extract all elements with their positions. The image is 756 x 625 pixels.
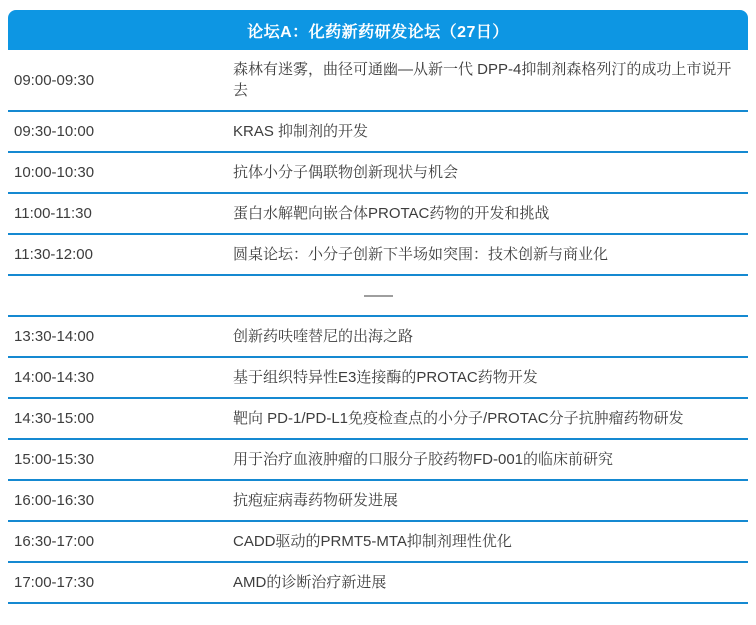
schedule-row [8,440,748,481]
schedule-row [8,194,748,235]
schedule-row [8,399,748,440]
schedule-row [8,563,748,604]
schedule-row [8,112,748,153]
session-time: 15:00-15:30 [14,451,95,468]
session-title: KRAS 抑制剂的开发 [233,123,369,140]
session-title: 用于治疗血液肿瘤的口服分子胶药物FD-001的临床前研究 [233,451,614,468]
session-time: 09:00-09:30 [14,71,95,89]
session-title: 基于组织特异性E3连接酶的PROTAC药物开发 [233,369,538,386]
session-time: 16:00-16:30 [14,492,95,509]
session-title: AMD的诊断治疗新进展 [233,574,387,591]
session-title: 蛋白水解靶向嵌合体PROTAC药物的开发和挑战 [233,205,550,222]
forum-title: 论坛A：化药新药研发论坛（27日） [247,23,509,41]
session-time: 16:30-17:00 [14,533,95,550]
session-title: 靶向 PD-1/PD-L1免疫检查点的小分子/PROTAC分子抗肿瘤药物研发 [233,410,684,427]
session-time: 11:30-12:00 [14,246,93,263]
session-title: 抗疱症病毒药物研发进展 [233,492,399,509]
break-dash: —— [364,287,392,304]
schedule-row [8,481,748,522]
schedule-row [8,522,748,563]
session-time: 10:00-10:30 [14,164,95,181]
forum-header-bar [8,10,748,50]
session-title: 抗体小分子偶联物创新现状与机会 [233,164,459,181]
session-time: 13:30-14:00 [14,328,95,345]
session-title: 创新药呋喹替尼的出海之路 [233,328,414,345]
session-title: 圆桌论坛：小分子创新下半场如突围：技术创新与商业化 [233,246,609,263]
schedule-row [8,50,748,112]
session-time: 11:00-11:30 [14,205,92,222]
session-time: 14:00-14:30 [14,369,95,386]
schedule-table [8,50,748,604]
schedule-row [8,235,748,276]
schedule-break-row [8,276,748,317]
schedule-row [8,317,748,358]
session-time: 17:00-17:30 [14,574,95,591]
schedule-row [8,153,748,194]
schedule-row [8,358,748,399]
session-title: 森林有迷雾，曲径可通幽—从新一代 DPP-4抑制剂森格列汀的成功上市说开去 [233,61,732,99]
session-time: 09:30-10:00 [14,123,95,140]
session-time: 14:30-15:00 [14,410,95,427]
session-title: CADD驱动的PRMT5-MTA抑制剂理性优化 [233,533,512,550]
